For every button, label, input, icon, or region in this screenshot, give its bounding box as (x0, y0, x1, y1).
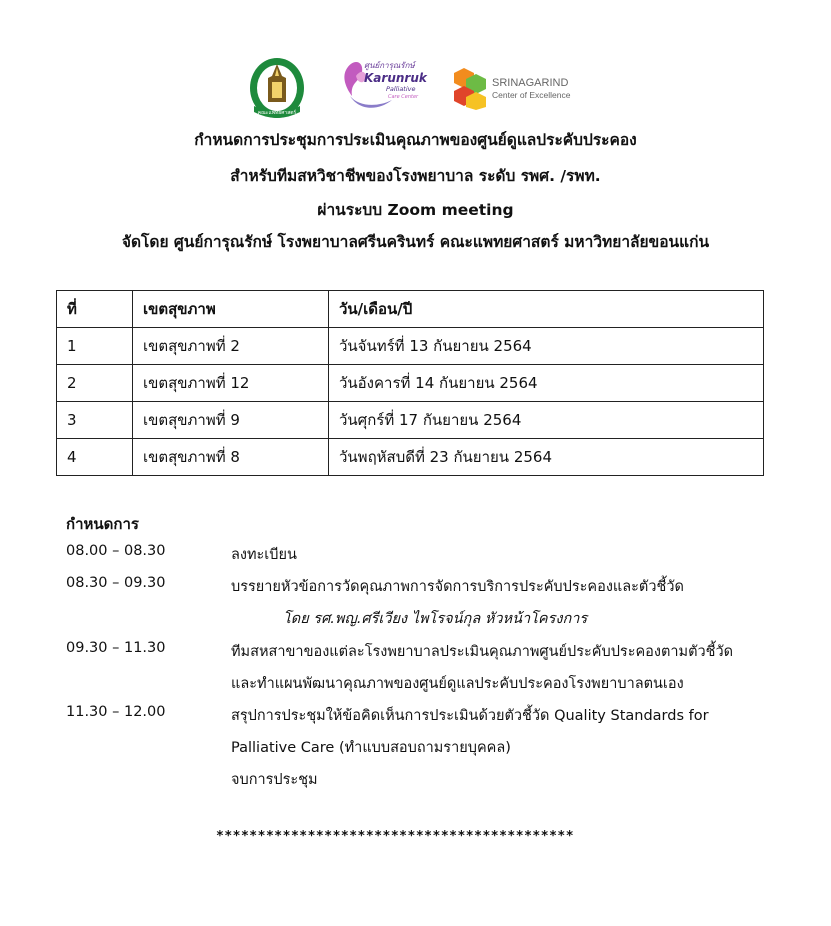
table-row (57, 328, 764, 365)
faculty-of-medicine-logo (248, 54, 306, 120)
cell-date: วันพฤหัสบดีที่ 23 กันยายน 2564 (329, 439, 764, 476)
cell-number: 1 (57, 328, 133, 365)
agenda-description: ทีมสหสาขาของแต่ละโรงพยาบาลประเมินคุณภาพศูนย์ประคับประคองตามตัวชี้วัด (231, 644, 734, 660)
agenda-description: และทำแผนพัฒนาคุณภาพของศูนย์ดูแลประคับประคองโรงพยาบาลตนเอง (231, 676, 684, 692)
karunruk-logo (342, 56, 434, 116)
heading-line-4: จัดโดย ศูนย์การุณรักษ์ โรงพยาบาลศรีนครินทร์ คณะแพทยศาสตร์ มหาวิทยาลัยขอนแก่น (121, 233, 710, 251)
cell-number: 2 (57, 365, 133, 402)
karunruk-thai-text: ศูนย์การุณรักษ์ (364, 61, 415, 70)
cell-date: วันจันทร์ที่ 13 กันยายน 2564 (329, 328, 764, 365)
agenda-speaker: โดย รศ.พญ.ศรีเวียง ไพโรจน์กุล หัวหน้าโครงการ (283, 611, 588, 627)
karunruk-sub2-text: Care Center (388, 94, 419, 100)
table-row (57, 439, 764, 476)
cell-number: 4 (57, 439, 133, 476)
agenda-description: ลงทะเบียน (231, 547, 297, 563)
col-header-number: ที่ (57, 291, 133, 328)
agenda-description: สรุปการประชุมให้ข้อคิดเห็นการประเมินด้วยตัวชี้วัด Quality Standards for (231, 708, 709, 724)
table-header-row (57, 291, 764, 328)
agenda-time: 11.30 – 12.00 (66, 704, 166, 720)
agenda-title: กำหนดการ (66, 515, 139, 533)
agenda-description: บรรยายหัวข้อการวัดคุณภาพการจัดการบริการประคับประคองและตัวชี้วัด (231, 579, 684, 595)
srinagarind-logo (452, 66, 578, 110)
karunruk-sub1-text: Palliative (386, 85, 416, 93)
col-header-date: วัน/เดือน/ปี (329, 291, 764, 328)
cell-region: เขตสุขภาพที่ 9 (133, 402, 329, 439)
table-row (57, 402, 764, 439)
agenda-time: 09.30 – 11.30 (66, 640, 166, 656)
heading-line-3: ผ่านระบบ Zoom meeting (317, 201, 514, 219)
cell-region: เขตสุขภาพที่ 8 (133, 439, 329, 476)
faculty-logo-text: คณะแพทยศาสตร์ (257, 110, 297, 116)
heading-line-1: กำหนดการประชุมการประเมินคุณภาพของศูนย์ดูแลประคับประคอง (194, 131, 637, 149)
karunruk-name-text: Karunruk (364, 71, 427, 85)
agenda-time: 08.30 – 09.30 (66, 575, 166, 591)
schedule-table (56, 290, 764, 476)
cell-date: วันศุกร์ที่ 17 กันยายน 2564 (329, 402, 764, 439)
agenda-description: Palliative Care (ทำแบบสอบถามรายบุคคล) (231, 740, 511, 756)
agenda-time: 08.00 – 08.30 (66, 543, 166, 559)
logo-bar (248, 52, 588, 124)
srinagarind-name-text: SRINAGARIND (492, 77, 569, 89)
srinagarind-sub-text: Center of Excellence (492, 90, 571, 100)
heading-line-2: สำหรับทีมสหวิชาชีพของโรงพยาบาล ระดับ รพศ. /รพท. (230, 167, 601, 185)
footer-separator: ******************************************* (216, 829, 575, 844)
table-row (57, 365, 764, 402)
cell-region: เขตสุขภาพที่ 2 (133, 328, 329, 365)
cell-number: 3 (57, 402, 133, 439)
col-header-region: เขตสุขภาพ (133, 291, 329, 328)
agenda-description: จบการประชุม (231, 772, 318, 788)
cell-date: วันอังคารที่ 14 กันยายน 2564 (329, 365, 764, 402)
cell-region: เขตสุขภาพที่ 12 (133, 365, 329, 402)
